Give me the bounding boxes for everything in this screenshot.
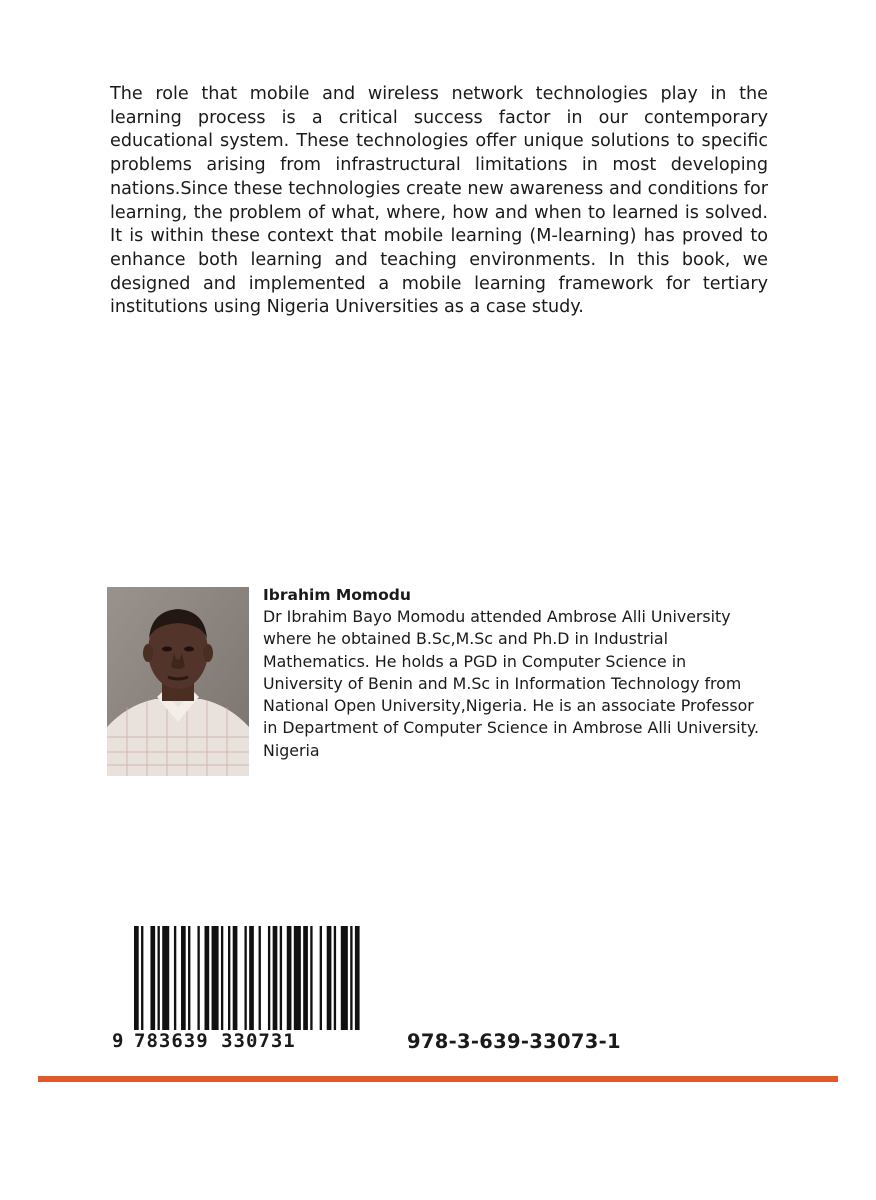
barcode-digits xyxy=(112,1030,362,1052)
barcode-bar xyxy=(174,926,176,1030)
barcode-bar xyxy=(244,926,246,1030)
barcode-bar xyxy=(158,926,160,1030)
isbn: 978-3-639-33073-1 xyxy=(407,1030,621,1053)
barcode-bar xyxy=(221,926,223,1030)
barcode-bar xyxy=(205,926,210,1030)
barcode-bar xyxy=(310,926,312,1030)
barcode-bar xyxy=(233,926,238,1030)
barcode-bar xyxy=(334,926,336,1030)
barcode-bar xyxy=(259,926,261,1030)
barcode-bar xyxy=(303,926,308,1030)
barcode-bar xyxy=(162,926,169,1030)
barcode-bar xyxy=(150,926,155,1030)
barcode-bar xyxy=(327,926,332,1030)
barcode-lead-digit: 9 xyxy=(112,1030,125,1052)
barcode-bar xyxy=(212,926,219,1030)
barcode-bar xyxy=(355,926,360,1030)
barcode-bar xyxy=(273,926,278,1030)
barcode-bar xyxy=(141,926,143,1030)
author-name: Ibrahim Momodu xyxy=(263,586,411,604)
footer-rule xyxy=(38,1076,838,1082)
barcode-bar xyxy=(350,926,352,1030)
barcode-bar xyxy=(188,926,190,1030)
back-cover-blurb: The role that mobile and wireless network technologies play in the learning process is a critical success factor in our contemporary educational system. These technologies offer unique solutions to specific problems arising from infrastructural limitations in most developing nations.Since these technologies create new awareness and conditions for learning, the problem of what, where, how and when to learned is solved. It is within these context that mobile learning (M-learning) has proved to enhance both learning and teaching environments. In this book, we designed and implemented a mobile learning framework for tertiary institutions using Nigeria Universities as a case study. xyxy=(110,84,768,318)
barcode-number: 783639 330731 xyxy=(134,1030,296,1052)
barcode-bar xyxy=(197,926,199,1030)
barcode-bar xyxy=(294,926,301,1030)
barcode-bar xyxy=(249,926,254,1030)
barcode-bar xyxy=(341,926,348,1030)
barcode-bar xyxy=(134,926,139,1030)
barcode-bar xyxy=(228,926,230,1030)
author-bio: Dr Ibrahim Bayo Momodu attended Ambrose Alli University where he obtained B.Sc,M.Sc and Ph.D in Industrial Mathematics. He holds a PGD in Computer Science in University of Benin and M.Sc in Information Technology from National Open University,Nigeria. He is an associate Professor in Department of Computer Science in Ambrose Alli University. Nigeria xyxy=(263,607,759,760)
barcode-bar xyxy=(181,926,186,1030)
author-info xyxy=(263,585,783,762)
barcode-bar xyxy=(280,926,282,1030)
barcode-bar xyxy=(320,926,322,1030)
barcode-bar xyxy=(287,926,292,1030)
author-photo xyxy=(107,587,249,776)
barcode-bar xyxy=(268,926,270,1030)
